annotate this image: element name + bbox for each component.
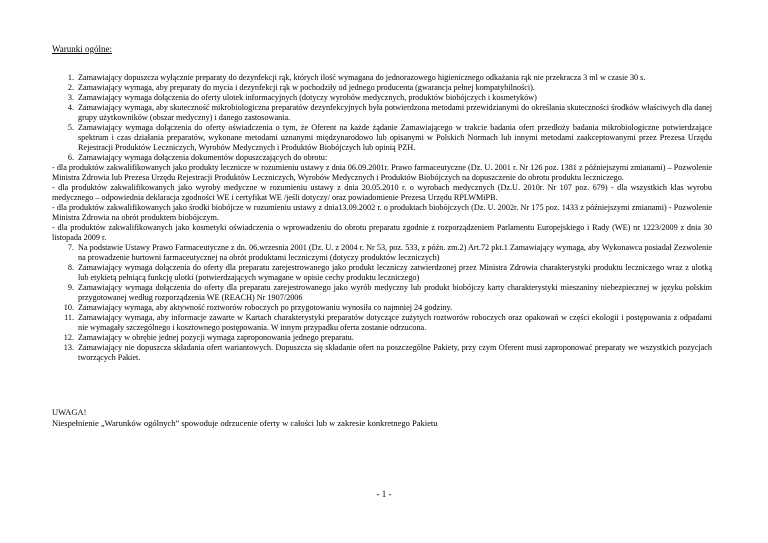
item-text: Zamawiający wymaga dołączenia do oferty dla preparatu zarejestrowanego jako produkt leczniczy zatwierdzonej przez Ministra Zdrowia charakterystyki produktu leczniczego wraz z ulotką lub etykietą pełniącą funkcję ulotki (potwierdzających wymagane w opisie cechy produktu leczniczego) [78,263,712,282]
document-requirement-biocidal: - dla produktów zakwalifikowanych jako środki biobójcze w rozumieniu ustawy z dnia13.09.2002 r. o produktach biobójczych (Dz. U. 2002r. Nr 175 poz. 1433 z późniejszymi zmianami) - Pozwolenie Ministra Zdrowia na obrót produktem biobójczym. [52,203,712,222]
item-text: Zamawiający wymaga, aby skuteczność mikrobiologiczna preparatów dezynfekcyjnych była potwierdzona metodami przewidzianymi do określania skuteczności środków właściwych dla danej grupy użytkowników (obszar medyczny) i danego zastosowania. [78,103,712,122]
item-number: 4. [67,103,74,112]
document-requirement-cosmetic: - dla produktów zakwalifikowanych jako kosmetyki oświadczenia o wprowadzeniu do obrotu preparatu zgodnie z rozporządzeniem Parlamentu Europejskiego i Rady (WE) nr 1223/2009 z dnia 30 listopada 2009 r. [52,223,712,242]
item-number: 12. [63,333,74,342]
item-text: Zamawiający wymaga, aby aktywność roztworów roboczych po przygotowaniu wynosiła co najmniej 24 godziny. [78,303,453,312]
item-text: Zamawiający wymaga dołączenia do oferty ulotek informacyjnych (dotyczy wyrobów medycznych, produktów biobójczych i kosmetyków) [78,93,537,102]
item-text: Zamawiający nie dopuszcza składania ofert wariantowych. Dopuszcza się składanie ofert na poszczególne Pakiety, przy czym Oferent musi zaproponować preparaty we wszystkich pozycjach tworzących Pakiet. [78,343,712,362]
document-requirement-medical-device: - dla produktów zakwalifikowanych jako wyroby medyczne w rozumieniu ustawy z dnia 20.05.2010 r. o wyrobach medycznych (Dz.U. 2010r. Nr 107 poz. 679) - dla wszystkich klas wyrobu medycznego – odpowiednia deklaracja zgodności WE i certyfikat WE /jeśli dotyczy/ oraz powiadomienie Prezesa Urzędu RPLWMiPB. [52,183,712,202]
item-text: Zamawiający wymaga, aby preparaty do mycia i dezynfekcji rąk w pochodziły od jednego producenta (gwarancja pełnej kompatybilności). [78,83,535,92]
warning-note [52,407,712,429]
section-heading: Warunki ogólne: [52,44,113,54]
item-number: 9. [67,283,74,292]
item-number: 11. [64,313,74,322]
list-item [52,333,712,343]
item-text: Zamawiający wymaga dołączenia do oferty dla preparatu zarejestrowanego jako wyrób medyczny lub produkt biobójczy karty charakterystyki mieszaniny niebezpiecznej w języku polskim przygotowanej według rozporządzenia WE (REACH) Nr 1907/2006 [78,283,712,302]
warning-text: Niespełnienie „Warunków ogólnych” spowoduje odrzucenie oferty w całości lub w zakresie konkretnego Pakietu [52,418,438,428]
list-item [52,123,712,153]
warning-title: UWAGA! [52,407,87,417]
item-number: 3. [67,93,74,102]
item-number: 13. [63,343,74,352]
list-item [52,313,712,333]
item-text: Zamawiający w obrębie jednej pozycji wymaga zaproponowania jednego preparatu. [78,333,354,342]
list-item [52,153,712,163]
list-item [52,303,712,313]
list-item [52,263,712,283]
page-number: - 1 - [376,489,392,499]
list-item [52,73,712,83]
item-number: 1. [67,73,74,82]
item-number: 7. [67,243,74,252]
item-number: 10. [63,303,74,312]
item-text: Zamawiający dopuszcza wyłącznie preparaty do dezynfekcji rąk, których ilość wymagana do jednorazowego higienicznego odkażania rąk nie przekracza 3 ml w czasie 30 s. [78,73,646,82]
item-text: Zamawiający wymaga, aby informacje zawarte w Kartach charakterystyki preparatów dotyczące zużytych roztworów roboczych oraz opakowań w części ekologii i postępowania z odpadami nie wymagały szczególnego i kosztownego postępowania. W innym przypadku oferta zostanie odrzucona. [78,313,712,332]
item-number: 5. [67,123,74,132]
item-number: 8. [67,263,74,272]
document-requirement-medicinal: - dla produktów zakwalifikowanych jako produkty lecznicze w rozumieniu ustawy z dnia 06.09.2001r. Prawo farmaceutyczne (Dz. U. 2001 r. Nr 126 poz. 1381 z późniejszymi zmianami) – Pozwolenie Ministra Zdrowia lub Prezesa Urzędu Rejestracji Produktów Leczniczych, Wyrobów Medycznych i Produktów Biobójczych na dopuszczenie do obrotu produktu leczniczego. [52,163,712,182]
item-number: 2. [67,83,74,92]
list-item [52,103,712,123]
list-item [52,343,712,363]
item-text: Zamawiający wymaga dołączenia do oferty oświadczenia o tym, że Oferent na każde żądanie Zamawiającego w trakcie badania ofert przedłoży badania mikrobiologiczne potwierdzające spektrum i czas działania preparatów, wykonane metodami uznanymi międzynarodowo lub opisanymi w Polskich Normach lub innymi metodami zaakceptowanymi przez Prezesa Urzędu Rejestracji Produktów Leczniczych, Wyrobów Medycznych i Produktów Biobójczych lub opinią PZH. [78,123,712,152]
list-item [52,83,712,93]
list-item [52,283,712,303]
item-text: Zamawiający wymaga dołączenia dokumentów dopuszczających do obrotu: [78,153,328,162]
item-number: 6. [67,153,74,162]
list-item [52,243,712,263]
item-text: Na podstawie Ustawy Prawo Farmaceutyczne z dn. 06.wrzesnia 2001 (Dz. U. z 2004 r. Nr 53, poz. 533, z późn. zm.2) Art.72 pkt.1 Zamawiający wymaga, aby Wykonawca posiadał Zezwolenie na prowadzenie hurtowni farmaceutycznej na obrót produktami leczniczymi (dotyczy produktów leczniczych) [78,243,712,262]
list-item [52,93,712,103]
conditions-list [52,73,712,363]
